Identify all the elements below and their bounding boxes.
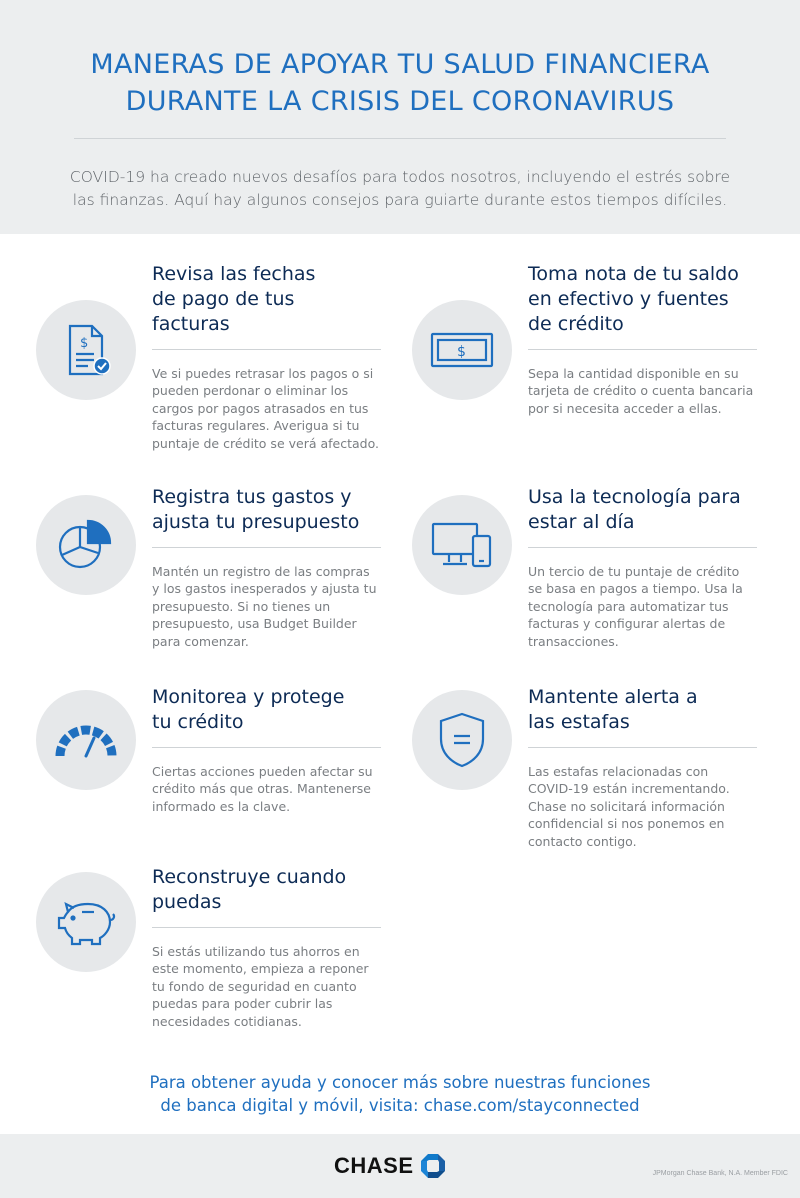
heading-line: estar al día [528,511,635,533]
gauge-icon [54,720,118,760]
heading-line: Monitorea y protege [152,686,345,708]
heading-line: Toma nota de tu saldo [528,263,739,285]
tip-heading [528,485,768,535]
body-line: para comenzar. [152,633,249,649]
tip-divider [528,747,757,748]
page-title [30,46,770,120]
tip-divider [152,547,381,548]
cta-line-1: Para obtener ayuda y conocer más sobre nuestras funciones [149,1073,651,1092]
tip-body [152,943,392,1030]
body-line: presupuesto. Si no tienes un [152,598,331,614]
body-line: puedas para poder cubrir las [152,996,333,1012]
body-line: informado es la clave. [152,798,291,814]
tip-divider [152,349,381,350]
body-line: este momento, empieza a reponer [152,961,369,977]
body-line: Un tercio de tu puntaje de crédito [528,564,740,579]
icon-circle [36,872,136,972]
chase-octagon-icon [420,1153,446,1179]
shield-icon [437,711,487,769]
body-line: Ciertas acciones pueden afectar su [152,764,373,779]
tip-body [528,763,768,850]
body-line: tu fondo de seguridad en cuanto [152,978,357,994]
tip-scam-alert [412,685,782,855]
svg-text:$: $ [457,344,466,360]
body-line: Sepa la cantidad disponible en su [528,366,739,381]
heading-line: en efectivo y fuentes [528,288,729,310]
body-line: se basa en pagos a tiempo. Usa la [528,581,743,597]
footer-band [0,1134,800,1198]
tip-track-expenses [36,485,406,665]
heading-line: de crédito [528,313,624,335]
body-line: Mantén un registro de las compras [152,564,370,579]
body-line: presupuesto, usa Budget Builder [152,616,357,632]
intro-line-1: COVID-19 ha creado nuevos desafíos para todos nosotros, incluyendo el estrés sobre [69,168,731,186]
body-line: tarjeta de crédito o cuenta bancaria [528,383,754,399]
tip-heading [152,485,387,535]
body-line: pueden perdonar o eliminar los [152,383,349,399]
icon-circle [36,495,136,595]
cta-line-2: de banca digital y móvil, visita: chase.com/stayconnected [160,1096,640,1115]
body-line: tecnología para automatizar tus [528,598,729,614]
title-line-1: MANERAS DE APOYAR TU SALUD FINANCIERA [90,49,710,80]
body-line: COVID-19 están incrementando. [528,781,730,797]
body-line: transacciones. [528,633,619,649]
body-line: Si estás utilizando tus ahorros en [152,944,360,959]
tip-rebuild-savings [36,865,406,1035]
body-line: necesidades cotidianas. [152,1013,302,1029]
title-divider [74,138,726,139]
tip-heading [152,685,387,735]
header-band [0,0,800,234]
tip-cash-and-credit [412,262,782,462]
heading-line: puedas [152,891,222,913]
tip-body [152,365,392,452]
tip-body [152,563,392,650]
tip-monitor-credit [36,685,406,835]
heading-line: de pago de tus [152,288,295,310]
pie-chart-icon [56,517,116,573]
icon-circle [36,300,136,400]
call-to-action [40,1071,760,1117]
body-line: contacto contigo. [528,833,637,849]
body-line: Ve si puedes retrasar los pagos o si [152,366,374,381]
fdic-disclaimer: JPMorgan Chase Bank, N.A. Member FDIC [652,1170,788,1177]
dollar-bill-icon [430,330,494,370]
bill-check-icon [58,322,114,378]
body-line: Las estafas relacionadas con [528,764,709,779]
intro-line-2: las finanzas. Aquí hay algunos consejos para guiarte durante estos tiempos difíciles. [72,191,728,209]
body-line: confidencial si nos ponemos en [528,816,725,832]
tip-body [152,763,392,815]
tip-body [528,365,768,417]
heading-line: tu crédito [152,711,244,733]
body-line: por si necesita acceder a ellas. [528,400,722,416]
tip-review-bill-dates [36,262,406,462]
tip-heading [528,685,763,735]
body-line: cargos por pagos atrasados en tus [152,400,369,416]
icon-circle [412,495,512,595]
svg-text:$: $ [80,336,89,351]
tip-divider [528,547,757,548]
chase-logo [334,1151,446,1181]
body-line: puntaje de crédito se verá afectado. [152,435,379,451]
heading-line: Revisa las fechas [152,263,316,285]
heading-line: Mantente alerta a [528,686,698,708]
body-line: facturas y configurar alertas de [528,616,726,632]
tip-heading [152,262,387,337]
icon-circle [412,690,512,790]
body-line: y los gastos inesperados y ajusta tu [152,581,377,597]
body-line: crédito más que otras. Mantenerse [152,781,371,797]
tip-divider [152,927,381,928]
body-line: Chase no solicitará información [528,798,725,814]
tip-heading [152,865,387,915]
title-line-2: DURANTE LA CRISIS DEL CORONAVIRUS [125,86,675,117]
heading-line: Registra tus gastos y [152,486,352,508]
piggy-bank-icon [54,898,118,946]
tip-body [528,563,768,650]
tip-divider [528,349,757,350]
tip-heading [528,262,768,337]
body-line: facturas regulares. Averigua si tu [152,418,360,434]
tip-use-technology [412,485,782,665]
icon-circle [36,690,136,790]
logo-text: CHASE [334,1153,414,1178]
heading-line: facturas [152,313,230,335]
heading-line: Usa la tecnología para [528,486,741,508]
intro-text [40,166,760,212]
heading-line: las estafas [528,711,630,733]
heading-line: Reconstruye cuando [152,866,347,888]
tip-divider [152,747,381,748]
devices-icon [431,520,493,570]
heading-line: ajusta tu presupuesto [152,511,360,533]
icon-circle [412,300,512,400]
